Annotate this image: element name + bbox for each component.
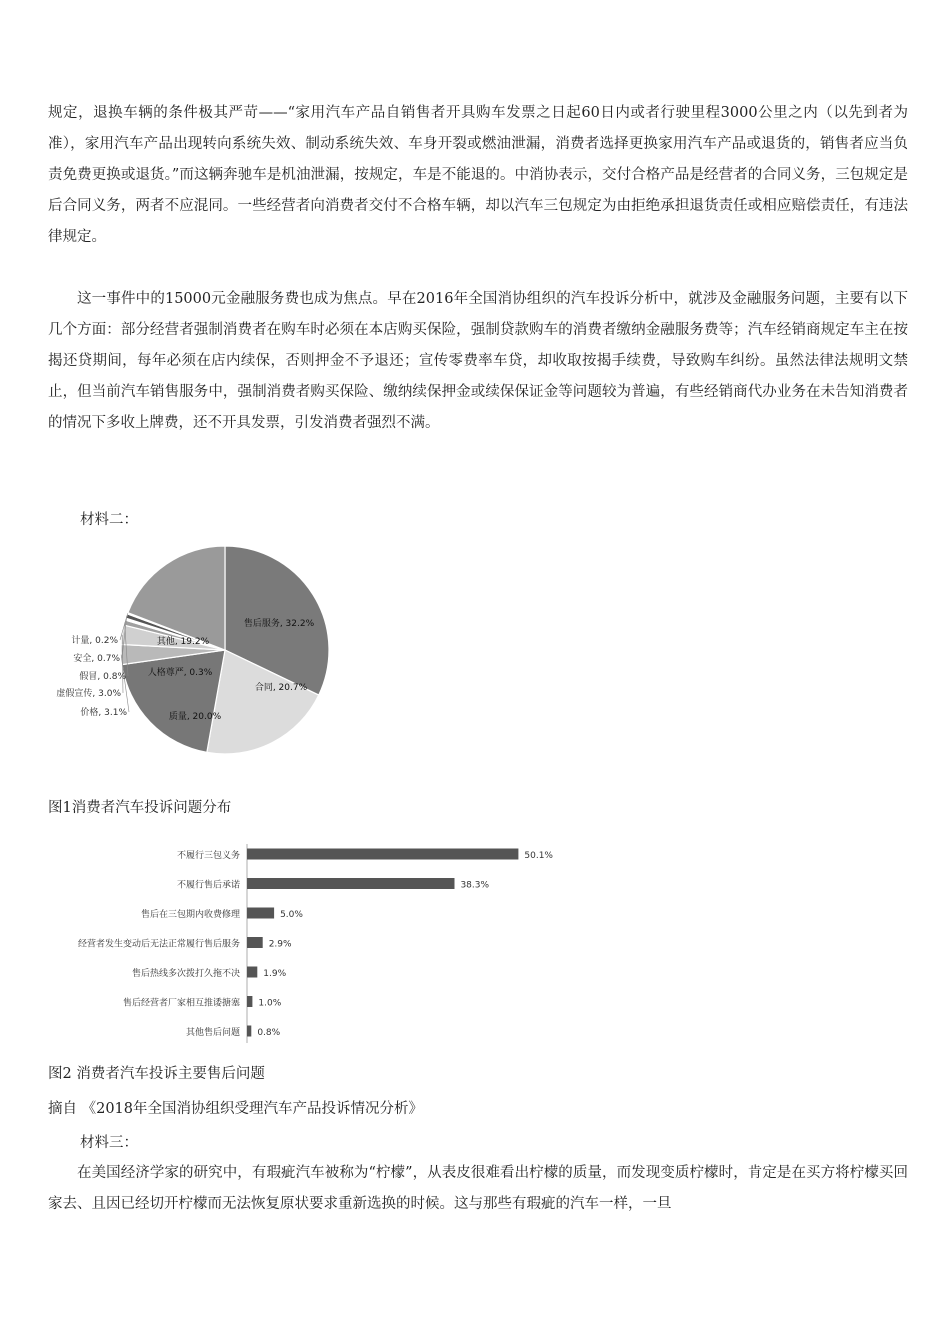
- bar-1: [247, 878, 455, 889]
- pie-label-8: 计量, 0.2%: [71, 636, 118, 646]
- pie-label-3: 价格, 3.1%: [80, 708, 127, 718]
- paragraph-1: 规定，退换车辆的条件极其严苛——“家用汽车产品自销售者开具购车发票之日起60日内或者行驶里程3000公里之内（以先到者为准），家用汽车产品出现转向系统失效、制动系统失效、车身开裂或燃油泄漏，消费者选择更换家用汽车产品或退货的，销售者应当负责免费更换或退货。”而这辆奔驰车是机油泄漏，按规定，车是不能退的。中消协表示，交付合格产品是经营者的合同义务，三包规定是后合同义务，两者不应混同。一些经营者向消费者交付不合格车辆，却以汽车三包规定为由拒绝承担退货责任或相应赔偿责任，有违法律规定。: [48, 105, 908, 245]
- bar-value-label-5: 1.0%: [258, 998, 282, 1009]
- figure-2-caption: 图2 消费者汽车投诉主要售后问题: [48, 1066, 265, 1082]
- figure-1-caption: 图1消费者汽车投诉问题分布: [48, 800, 232, 816]
- bar-category-label-4: 售后热线多次拨打久拖不决: [131, 969, 240, 979]
- pie-label-4: 虚假宣传, 3.0%: [56, 689, 121, 699]
- pie-label-0: 售后服务, 32.2%: [243, 619, 315, 629]
- bar-value-label-3: 2.9%: [268, 939, 292, 950]
- paragraph-2: 这一事件中的15000元金融服务费也成为焦点。早在2016年全国消协组织的汽车投诉分析中，就涉及金融服务问题，主要有以下几个方面：部分经营者强制消费者在购车时必须在本店购买保险，强制贷款购车的消费者缴纳金融服务费等；汽车经销商规定车主在按揭还贷期间，每年必须在店内续保，否则押金不予退还；宣传零费率车贷，却收取按揭手续费，导致购车纠纷。虽然法律法规明文禁止，但当前汽车销售服务中，强制消费者购买保险、缴纳续保押金或续保保证金等问题较为普遍，有些经销商代办业务在未告知消费者的情况下多收上牌费，还不开具发票，引发消费者强烈不满。: [48, 291, 908, 431]
- bar-value-label-1: 38.3%: [460, 880, 490, 891]
- pie-label-2: 质量, 20.0%: [168, 712, 222, 722]
- bar-value-label-4: 1.9%: [263, 969, 287, 979]
- pie-label-1: 合同, 20.7%: [254, 683, 308, 693]
- bar-value-label-6: 0.8%: [257, 1028, 281, 1038]
- bar-0: [247, 849, 518, 860]
- pie-label-5: 假冒, 0.8%: [79, 672, 126, 682]
- bar-value-label-2: 5.0%: [280, 910, 303, 920]
- bar-6: [247, 1026, 251, 1037]
- paragraph-3: 在美国经济学家的研究中，有瑕疵汽车被称为“柠檬”，从表皮很难看出柠檬的质量，而发现变质柠檬时，肯定是在买方将柠檬买回家去、且因已经切开柠檬而无法恢复原状要求重新选换的时候。这与那些有瑕疵的汽车一样，一旦: [48, 1165, 908, 1212]
- bar-3: [247, 937, 263, 948]
- bar-category-label-3: 经营者发生变动后无法正常履行售后服务: [77, 939, 240, 950]
- bar-value-label-0: 50.1%: [524, 851, 553, 861]
- source-citation: 摘自 《2018年全国消协组织受理汽车产品投诉情况分析》: [48, 1101, 424, 1117]
- bar-category-label-0: 不履行三包义务: [176, 851, 240, 861]
- bar-category-label-5: 售后经营者厂家相互推诿搪塞: [122, 998, 240, 1009]
- pie-slice-2: [122, 650, 225, 752]
- bar-5: [247, 996, 252, 1007]
- bar-2: [247, 908, 274, 919]
- pie-chart: [55, 545, 355, 775]
- bar-category-label-1: 不履行售后承诺: [176, 880, 240, 891]
- bar-4: [247, 967, 257, 978]
- pie-label-7: 安全, 0.7%: [73, 654, 120, 664]
- material-3-heading: 材料三：: [80, 1135, 138, 1151]
- bar-category-label-6: 其他售后问题: [185, 1028, 240, 1038]
- pie-label-6: 人格尊严, 0.3%: [147, 668, 213, 678]
- material-2-heading: 材料二：: [80, 512, 138, 528]
- bar-chart: [40, 838, 553, 1053]
- bar-category-label-2: 售后在三包期内收费修理: [140, 910, 240, 920]
- pie-label-9: 其他, 19.2%: [156, 637, 210, 647]
